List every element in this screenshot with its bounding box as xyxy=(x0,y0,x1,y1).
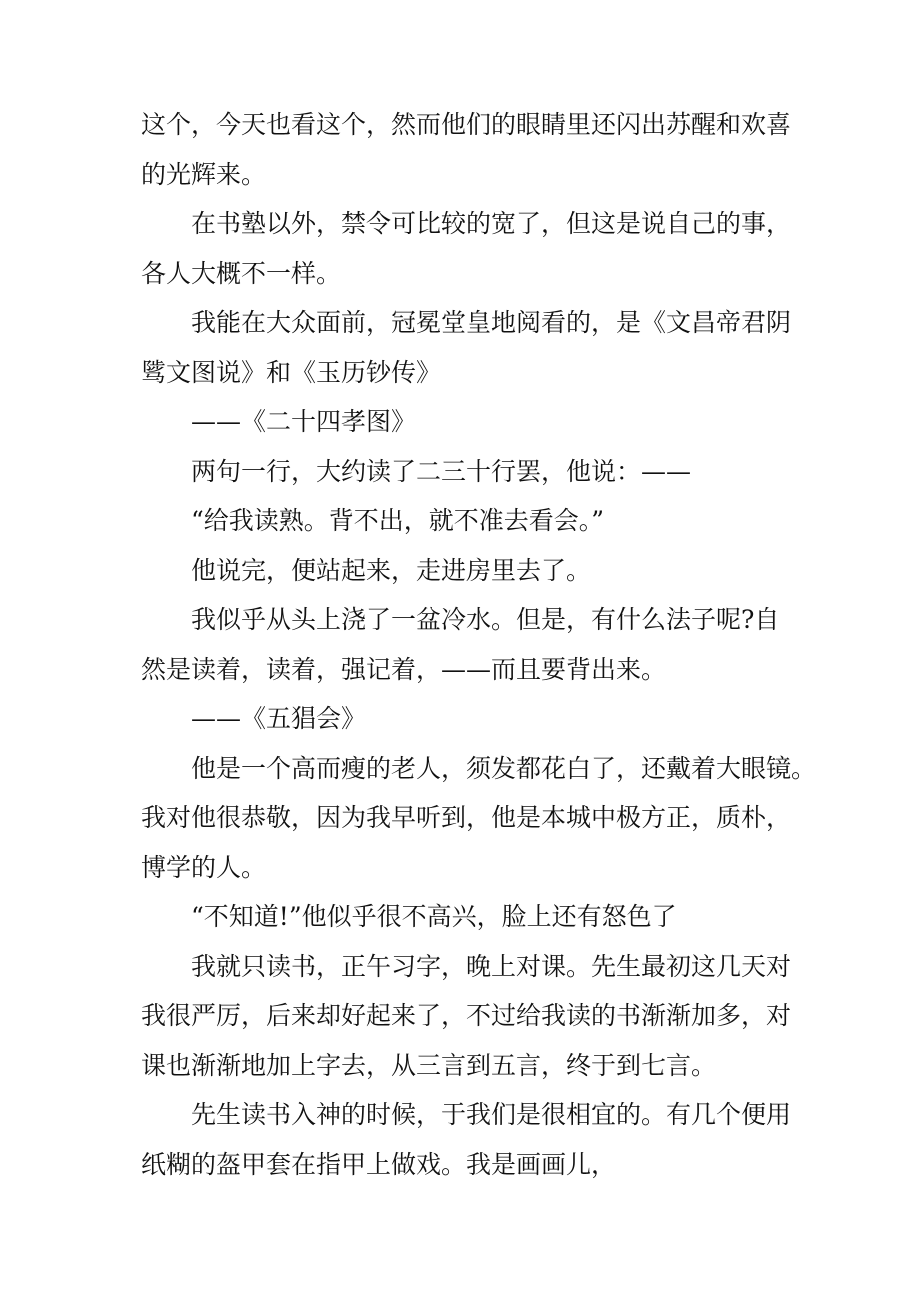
body-text xyxy=(141,100,817,1189)
text-line: 博学的人。 xyxy=(141,852,267,882)
text-line: 各人大概不一样。 xyxy=(141,258,342,288)
text-line: ——《五猖会》 xyxy=(191,704,367,733)
text-line: 我很严厉，后来却好起来了，不过给我读的书渐渐加多，对 xyxy=(141,1001,792,1030)
text-line: 然是读着，读着，强记着，——而且要背出来。 xyxy=(141,654,667,684)
text-line: 的光辉来。 xyxy=(141,159,267,189)
text-line: 他是一个高而瘦的老人，须发都花白了，还戴着大眼镜。 xyxy=(191,753,817,783)
text-line: 我似乎从头上浇了一盆冷水。但是，有什么法子呢?自 xyxy=(191,605,780,634)
text-line: 骘文图说》和《玉历钞传》 xyxy=(141,357,442,387)
text-line: ——《二十四孝图》 xyxy=(191,407,417,436)
text-line: 他说完，便站起来，走进房里去了。 xyxy=(191,555,592,585)
text-line: 两句一行，大约读了二三十行罢，他说：—— xyxy=(191,456,692,486)
text-line: 在书塾以外，禁令可比较的宽了，但这是说自己的事， xyxy=(191,209,792,238)
text-line: “给我读熟。背不出，就不准去看会。” xyxy=(191,506,605,535)
text-line: 我对他很恭敬，因为我早听到，他是本城中极方正，质朴， xyxy=(141,803,792,832)
text-line: 课也渐渐地加上字去，从三言到五言，终于到七言。 xyxy=(141,1050,717,1080)
text-line: 先生读书入神的时候，于我们是很相宜的。有几个便用 xyxy=(191,1100,792,1129)
text-line: 纸糊的盔甲套在指甲上做戏。我是画画儿， xyxy=(141,1149,617,1179)
text-line: 我就只读书，正午习字，晚上对课。先生最初这几天对 xyxy=(191,951,792,981)
text-line: 这个，今天也看这个，然而他们的眼睛里还闪出苏醒和欢喜 xyxy=(141,110,792,139)
text-line: 我能在大众面前，冠冕堂皇地阅看的，是《文昌帝君阴 xyxy=(191,308,792,337)
text-line: “不知道!”他似乎很不高兴，脸上还有怒色了 xyxy=(191,902,677,931)
